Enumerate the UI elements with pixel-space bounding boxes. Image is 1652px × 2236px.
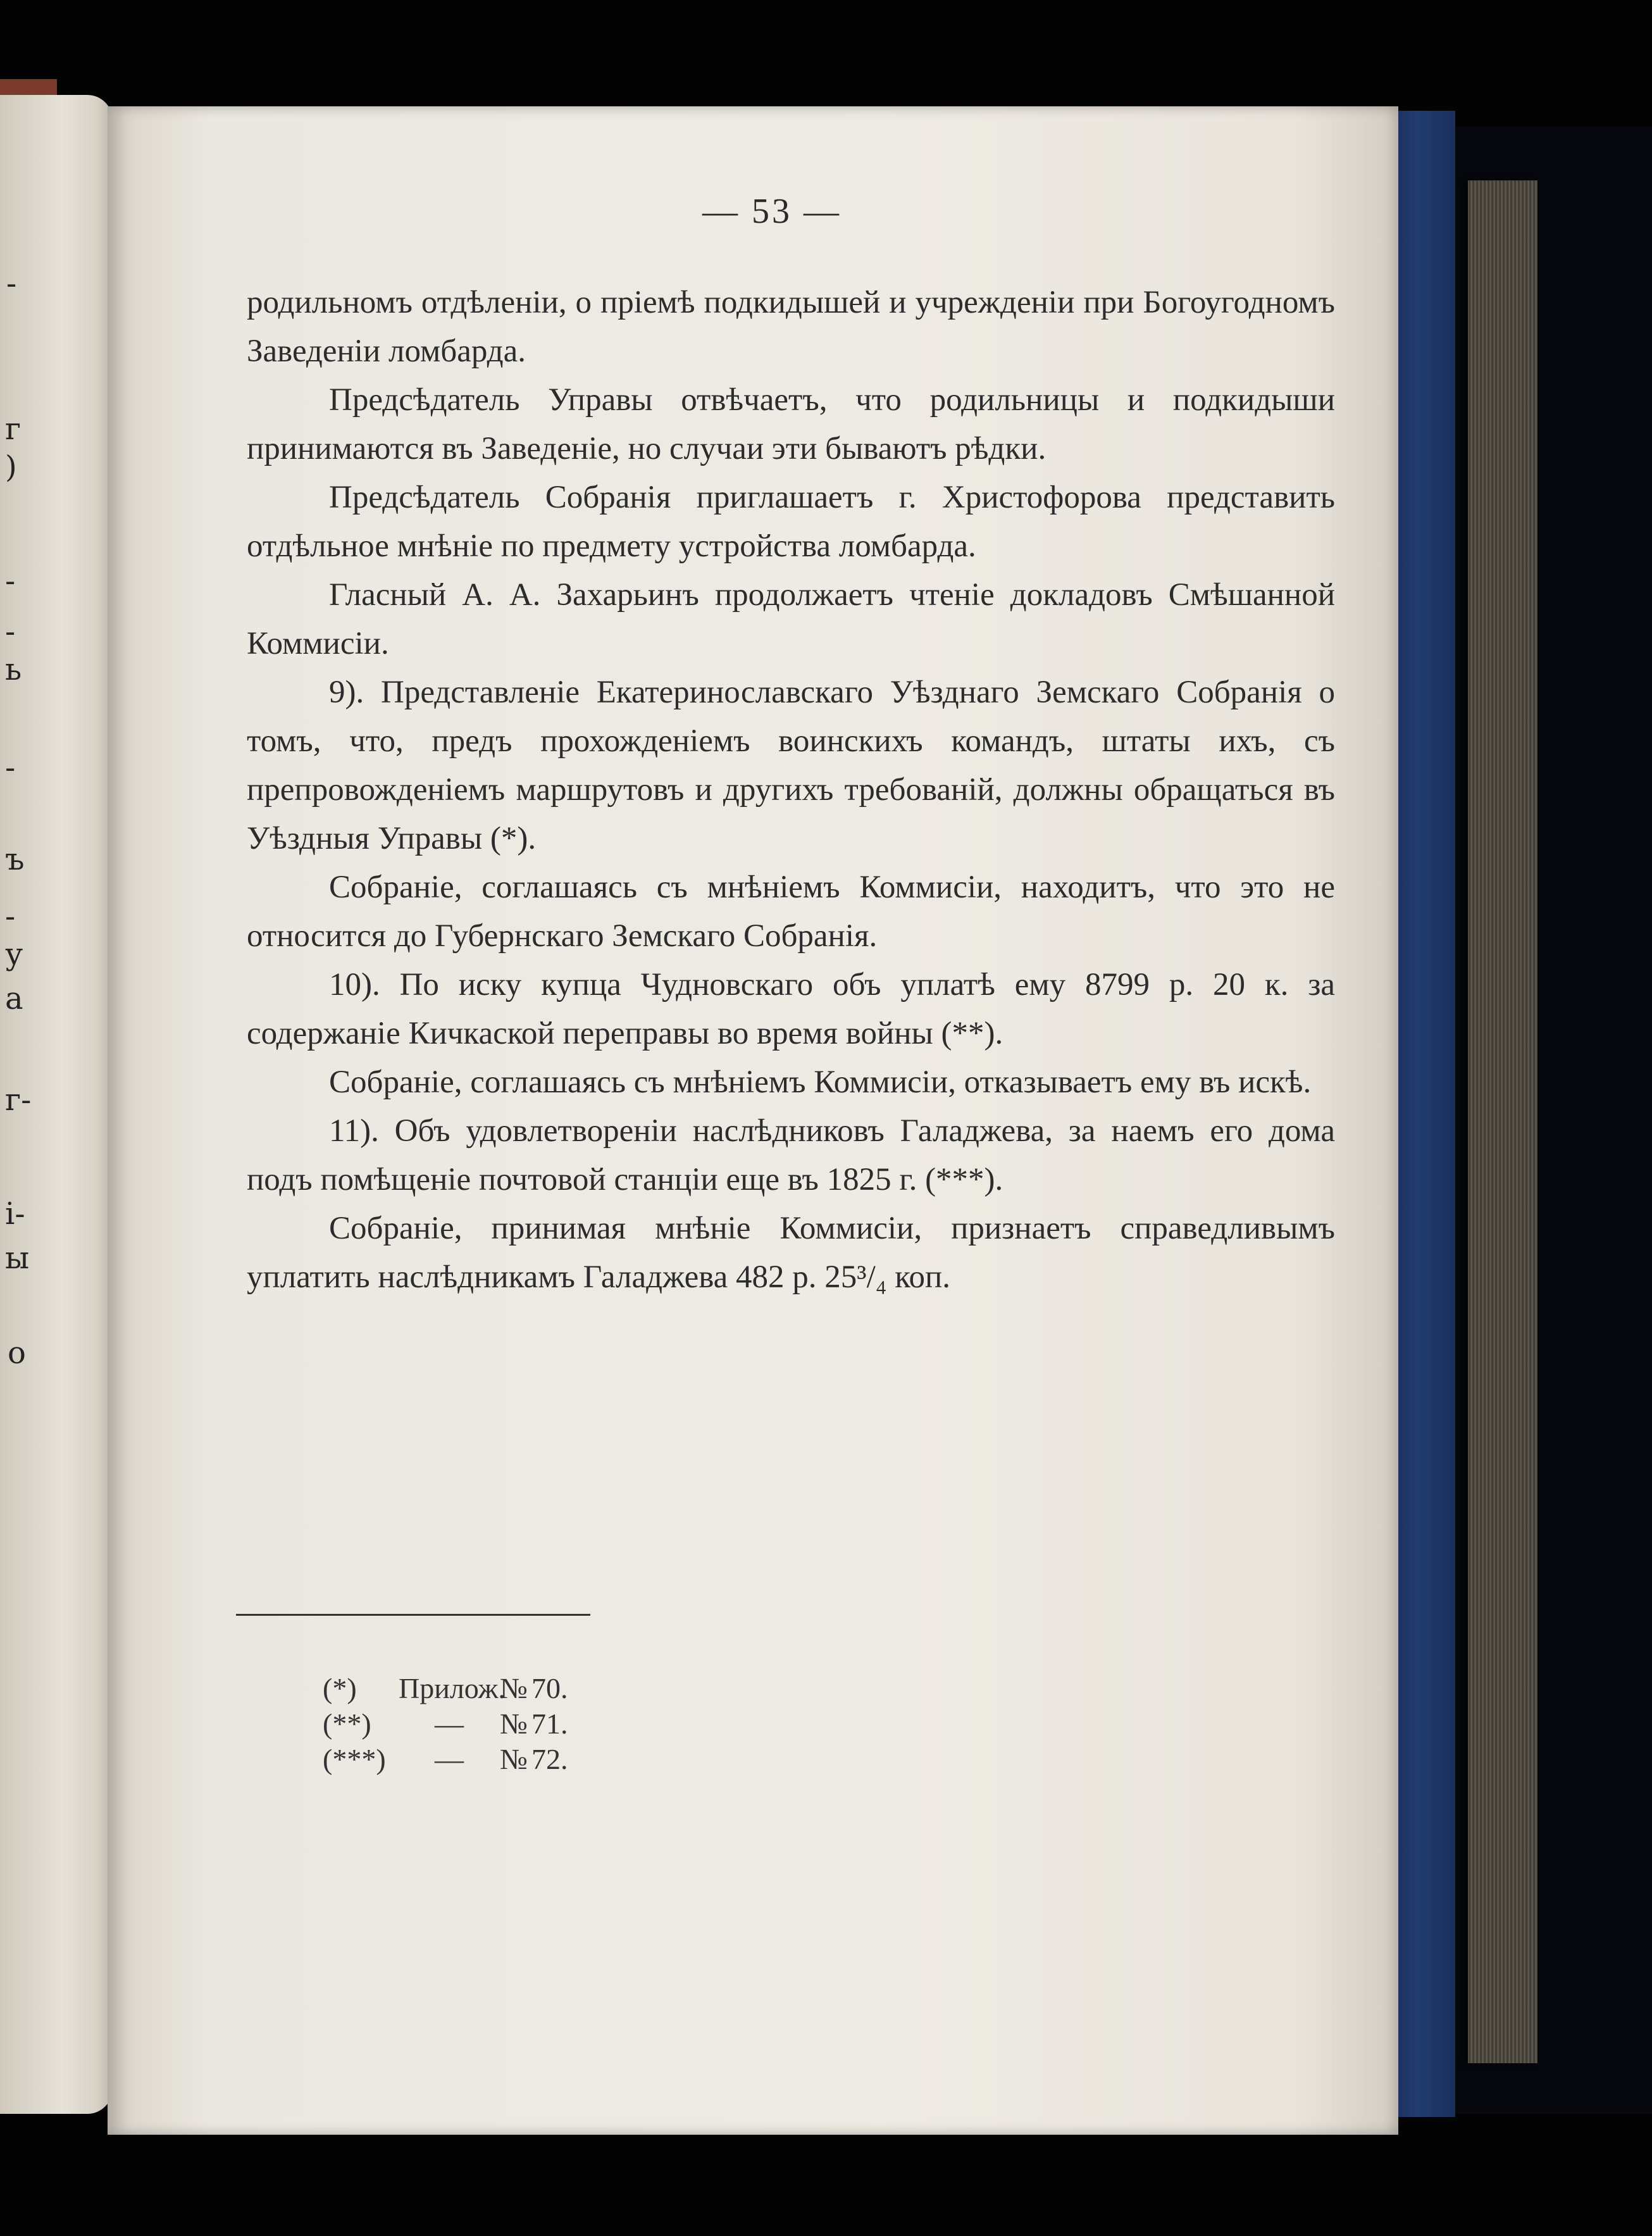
paragraph: 10). По иску купца Чудновскаго объ уплатѣ ему 8799 р. 20 к. за содержаніе Кичкаской переправы во время войны (**). [247,967,1335,1051]
footnote-no-sign: № [500,1672,528,1704]
paragraph: родильномъ отдѣленіи, о пріемѣ подкидышей и учрежденіи при Богоугодномъ Заведеніи ломбарда. [247,285,1335,369]
paragraph: 11). Объ удовлетвореніи наслѣдниковъ Галаджева, за наемъ его дома подъ помѣщеніе почтовой станціи еще въ 1825 г. (***). [247,1113,1335,1197]
page-block-edge [1468,180,1537,2063]
paragraph: Собраніе, соглашаясь съ мнѣніемъ Коммисіи, находитъ, что это не относится до Губернскаго Земскаго Собранія. [247,870,1335,954]
left-page-char: - [5,563,16,599]
left-page-char: ъ [5,842,25,877]
footnote-ref: — [435,1743,464,1775]
footnote-mark: (***) [323,1743,386,1775]
footnote-no-sign: № [500,1708,528,1740]
footnote-ref: Прилож. [399,1672,506,1704]
footnotes [323,1671,595,1777]
left-page-char: і- [5,1196,25,1232]
left-page-char: ь [5,652,22,687]
footnote-row [323,1671,595,1706]
footnote-number: 70. [531,1672,568,1704]
footnote-mark: (**) [323,1708,371,1740]
left-page-char: - [6,266,17,301]
left-page-char: г- [5,1082,32,1118]
paragraph: 9). Представленіе Екатеринославскаго Уѣзднаго Земскаго Собранія о томъ, что, предъ прохожденіемъ воинскихъ командъ, штаты ихъ, съ препровожденіемъ маршрутовъ и другихъ требованій, должны обращаться въ Уѣздныя Управы (*). [247,675,1335,856]
page-body [247,278,1335,1302]
paragraph: Предсѣдатель Собранія приглашаетъ г. Христофорова представить отдѣльное мнѣніе по предмету устройства ломбарда. [247,480,1335,564]
footnote-number: 71. [531,1708,568,1740]
left-page-char: ы [5,1240,30,1276]
footnote-row [323,1742,595,1777]
paragraph: Собраніе, соглашаясь съ мнѣніемъ Коммисіи, отказываетъ ему въ искѣ. [329,1065,1312,1100]
left-page-char: ) [5,449,17,485]
left-page-char: а [5,981,23,1016]
footnote-no-sign: № [500,1743,528,1775]
footnote-number: 72. [531,1743,568,1775]
left-page-char: - [5,614,16,649]
left-page-fragment [0,95,113,2114]
left-page-char: - [5,750,16,785]
footnote-row [323,1706,595,1742]
left-page-char: о [8,1335,26,1371]
footnote-mark: (*) [323,1672,357,1704]
paragraph: Предсѣдатель Управы отвѣчаетъ, что родильницы и подкидыши принимаются въ Заведеніе, но случаи эти бываютъ рѣдки. [247,382,1335,466]
footnote-divider [236,1614,590,1616]
left-page-char: - [5,899,16,934]
left-page-char: г [5,411,22,447]
footnote-ref: — [435,1708,464,1740]
paragraph: Собраніе, принимая мнѣніе Коммисіи, признаетъ справедливымъ уплатить наслѣдникамъ Галаджева 482 р. 25³/₄ коп. [247,1211,1335,1295]
left-page-char: у [5,937,23,972]
paragraph: Гласный А. А. Захарьинъ продолжаетъ чтеніе докладовъ Смѣшанной Коммисіи. [247,577,1335,661]
page-number: — 53 — [702,192,842,231]
